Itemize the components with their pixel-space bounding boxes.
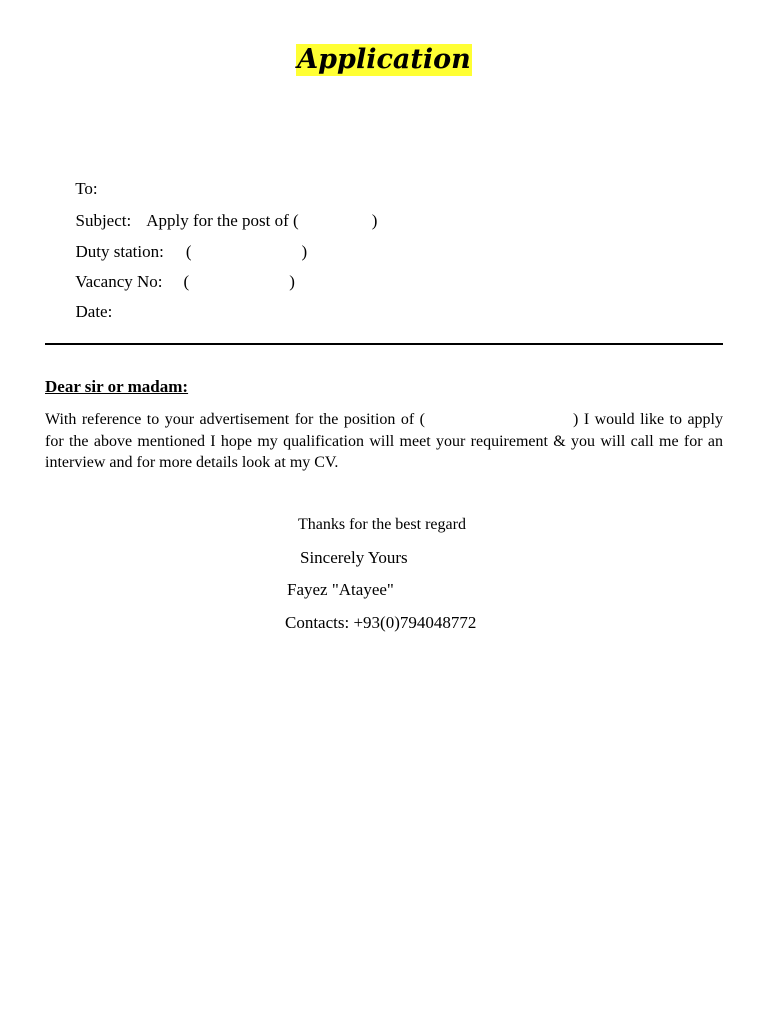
duty-station-label: Duty station: <box>75 242 164 261</box>
body-part-2: ) I would like to apply for the above mentioned I hope my qualification will meet your requirement & you will call me for an interview and for more details look at my CV. <box>45 411 724 471</box>
subject-close: ) <box>371 211 378 230</box>
date-label: Date: <box>75 302 113 321</box>
sincerely-line: Sincerely Yours <box>300 548 408 567</box>
title-container <box>0 44 768 76</box>
duty-station-open: ( <box>185 242 192 261</box>
letter-body <box>45 409 723 474</box>
body-part-1: With reference to your advertisement for the position of ( <box>45 411 426 428</box>
to-label: To: <box>75 179 98 198</box>
subject-text: Apply for the post of ( <box>146 211 299 230</box>
thanks-line: Thanks for the best regard <box>298 516 466 533</box>
document-title: Application <box>297 44 471 75</box>
vacancy-open: ( <box>183 272 190 291</box>
salutation: Dear sir or madam: <box>45 377 189 396</box>
vacancy-close: ) <box>289 272 295 291</box>
divider-line <box>45 343 723 345</box>
duty-station-close: ) <box>301 242 308 261</box>
signer-name: Fayez "Atayee" <box>287 580 394 599</box>
subject-label: Subject: <box>75 211 132 230</box>
vacancy-label: Vacancy No: <box>75 272 163 291</box>
date-line <box>67 282 112 322</box>
contacts-line: Contacts: +93(0)794048772 <box>285 613 477 632</box>
